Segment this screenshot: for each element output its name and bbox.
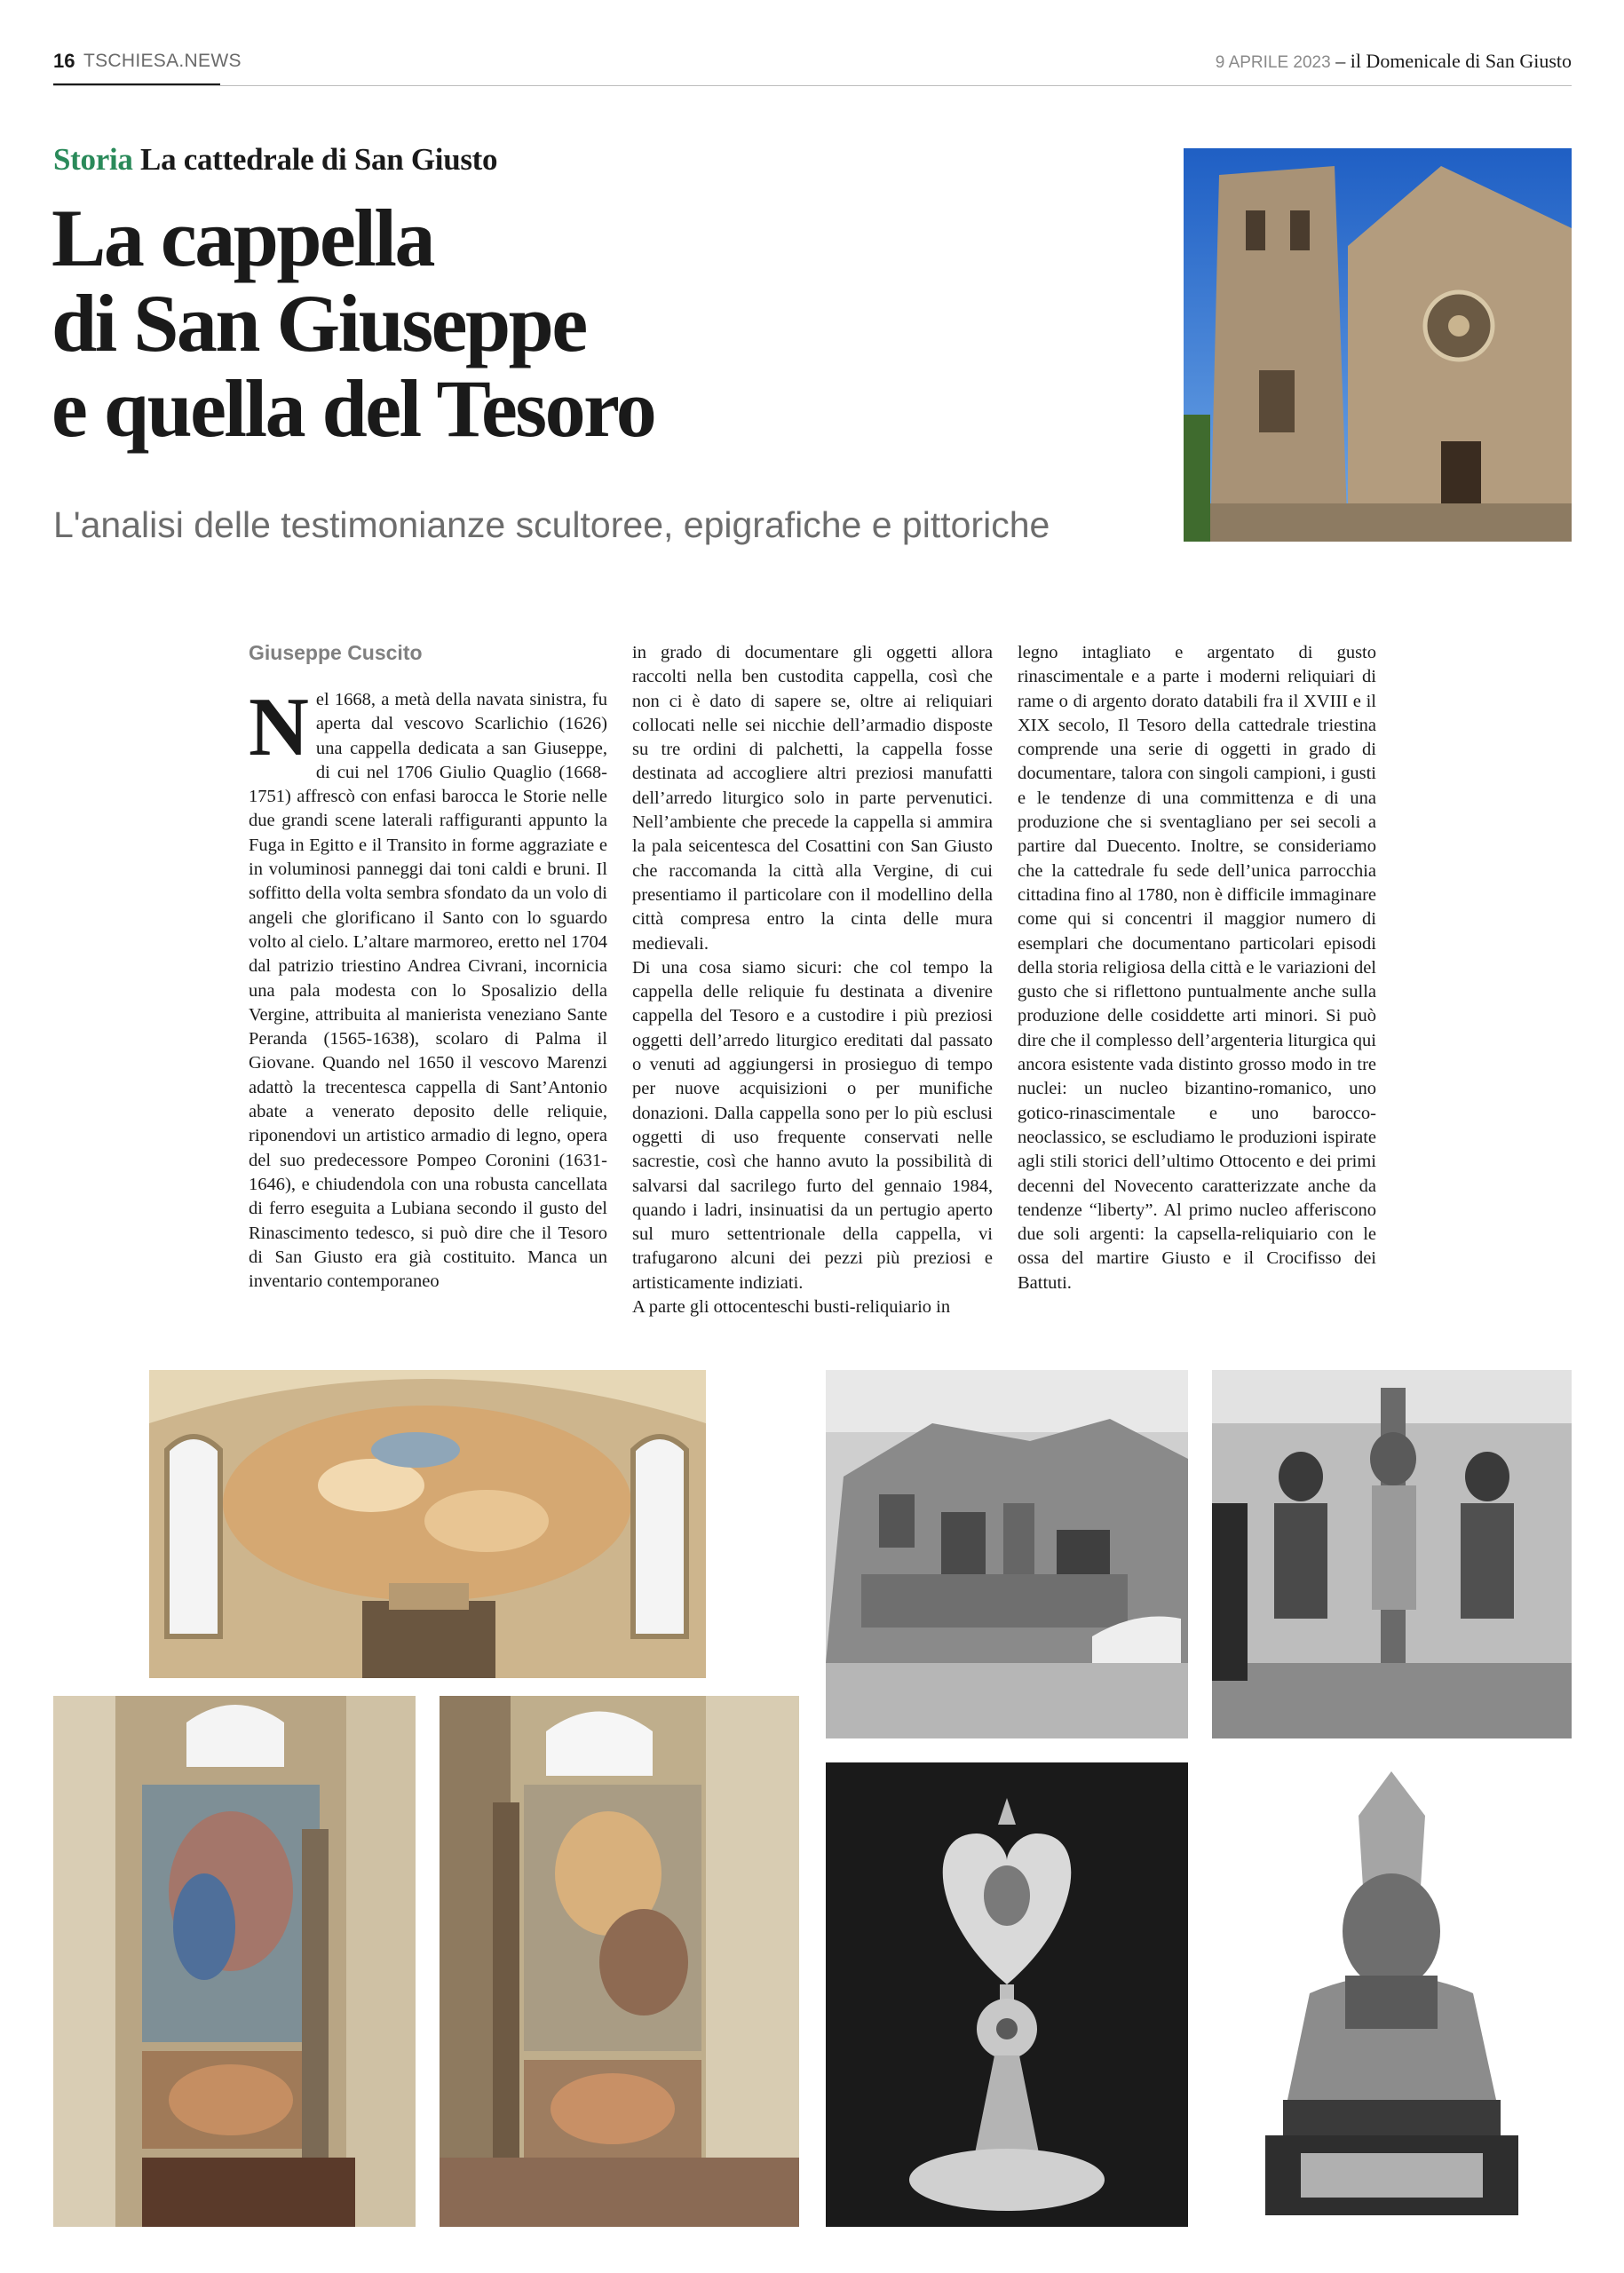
article-headline <box>51 193 1135 454</box>
fresco-ceiling-photo <box>149 1370 706 1678</box>
headline-line-3: e quella del Tesoro <box>51 363 655 454</box>
column-2-paragraph-1: in grado di documentare gli oggetti allora raccolti nella ben custodita cappella, così che non ci è dato di sapere se, oltre ai reliquiari collocati nelle sei nicchie dell’armadio disposte su tre ordini di palchetti, la cappella fosse destinata ad accogliere altri preziosi manufatti dell’arredo liturgico solo in parte pervenutici. Nell’ambiente che precede la cappella si ammira la pala seicentesca del Cosattini con San Giusto che raccomanda la città alla Vergine, di cui presentiamo il particolare con il modellino della città compresa entro la cinta delle mura medievali. <box>632 643 993 954</box>
column-2-paragraph-2: Di una cosa siamo sicuri: che col tempo la cappella delle reliquie fu destinata a divenire cappella del Tesoro e a custodire i più preziosi oggetti dell’arredo liturgico ereditati dal passato o venuti ad aggiungersi in prosieguo di tempo per nuove acquisizioni o per munifiche donazioni. Dalla cappella sono per lo più esclusi oggetti di uso frequente conservati nelle sacrestie, così che hanno avuto la possibilità di salvarsi dal sacrilego furto del gennaio 1984, quando i ladri, insinuatisi da un pertugio aperto sul muro settentrionale della cappella, vi trafugarono alcuni dei pezzi più preziosi e artisticamente indiziati. <box>632 957 993 1293</box>
section-label: Storia <box>53 142 133 177</box>
header-right <box>1216 50 1572 73</box>
heart-reliquary-photo <box>826 1762 1188 2227</box>
article-subtitle: L'analisi delle testimonianze scultoree, epigrafiche e pittoriche <box>53 504 1050 545</box>
city-model-photo <box>826 1370 1188 1738</box>
martyrdom-painting-photo <box>1212 1370 1572 1738</box>
column-3-text: legno intagliato e argentato di gusto rinascimentale e a parte i moderni reliquiari di rame o di argento dorato databili fra il XVIII e il XIX secolo, Il Tesoro della cattedrale triestina comprende una serie di oggetti in grado di documentare, talora con singoli campioni, i gusti e le tendenze di una committenza e di una produzione che si sventagliano per sei secoli a partire dal Duecento. Inoltre, se consideriamo che la cattedrale fu sede dell’unica parrocchia cittadina fino al 1780, non è difficile immaginare come qui si concentri il maggior numero di esemplari che documentano particolari episodi della storia religiosa della città e le variazioni del gusto che si riflettono puntualmente anche sulla produzione delle cosiddette arti minori. Si può dire che il complesso dell’argenteria liturgica qui ancora esistente vada distinto grosso modo in tre nuclei: un nucleo bizantino-romanico, uno gotico-rinascimentale e uno barocco-neoclassico, se escludiamo le produzioni ispirate agli stili storici dell’ultimo Ottocento e dei primi decenni del Novecento caratterizzate anche da tendenze “liberty”. Al primo nucleo afferiscono due soli argenti: la capsella-reliquiario con le ossa del martire Giusto e il Crocifisso dei Battuti. <box>1018 643 1376 1293</box>
column-1-text: el 1668, a metà della navata sinistra, fu aperta dal vescovo Scarlichio (1626) una cappella dedicata a san Giuseppe, di cui nel 1706 Giulio Quaglio (1668-1751) affrescò con enfasi barocca le Storie nelle due grandi scene laterali raffiguranti appunto la Fuga in Egitto e il Transito in forme aggraziate e in voluminosi panneggi dai toni caldi e bruni. Il soffitto della volta sembra sfondato da un volo di angeli che glorificano il Santo con lo sguardo volto al cielo. L’altare marmoreo, eretto nel 1704 dal patrizio triestino Andrea Civrani, incornicia una pala modesta con lo Sposalizio della Vergine, attribuita al manierista veneziano Sante Peranda (1565-1638), scolaro di Palma il Giovane. Quando nel 1650 il vescovo Marenzi adattò la trecentesca cappella di Sant’Antonio abate a venerato deposito delle reliquie, riponendovi un artistico armadio di legno, opera del suo predecessore Pompeo Coronini (1631-1646), e chiudendola con una robusta cancellata di ferro eseguita a Lubiana secondo il gusto del Rinascimento tedesco, si può dire che il Tesoro di San Giusto era già costituito. Manca un inventario contemporaneo <box>249 690 607 1292</box>
article-kicker <box>53 142 497 178</box>
chapel-fresco-right-photo <box>440 1696 799 2227</box>
column-2-paragraph-3: A parte gli ottocenteschi busti-reliquiario in <box>632 1297 951 1318</box>
header-rule <box>53 85 1572 86</box>
article-column-3 <box>1018 641 1376 1334</box>
drop-cap: N <box>249 688 309 773</box>
article-column-1 <box>249 688 607 1327</box>
headline-line-2: di San Giuseppe <box>51 278 586 368</box>
site-name: TSCHIESA.NEWS <box>83 51 242 71</box>
issue-date: 9 APRILE 2023 <box>1215 53 1331 72</box>
header-separator: – <box>1330 50 1351 72</box>
publication-name: il Domenicale di San Giusto <box>1350 50 1572 72</box>
chapel-fresco-left-photo <box>53 1696 416 2227</box>
topic-label: La cattedrale di San Giusto <box>140 142 498 177</box>
author-byline: Giuseppe Cuscito <box>249 641 423 664</box>
page-header <box>53 46 1572 87</box>
bishop-bust-reliquary-photo <box>1212 1762 1572 2227</box>
headline-line-1: La cappella <box>51 193 433 283</box>
article-column-2 <box>632 641 993 1334</box>
page-number: 16 <box>53 50 75 72</box>
cathedral-facade-photo <box>1184 148 1572 542</box>
